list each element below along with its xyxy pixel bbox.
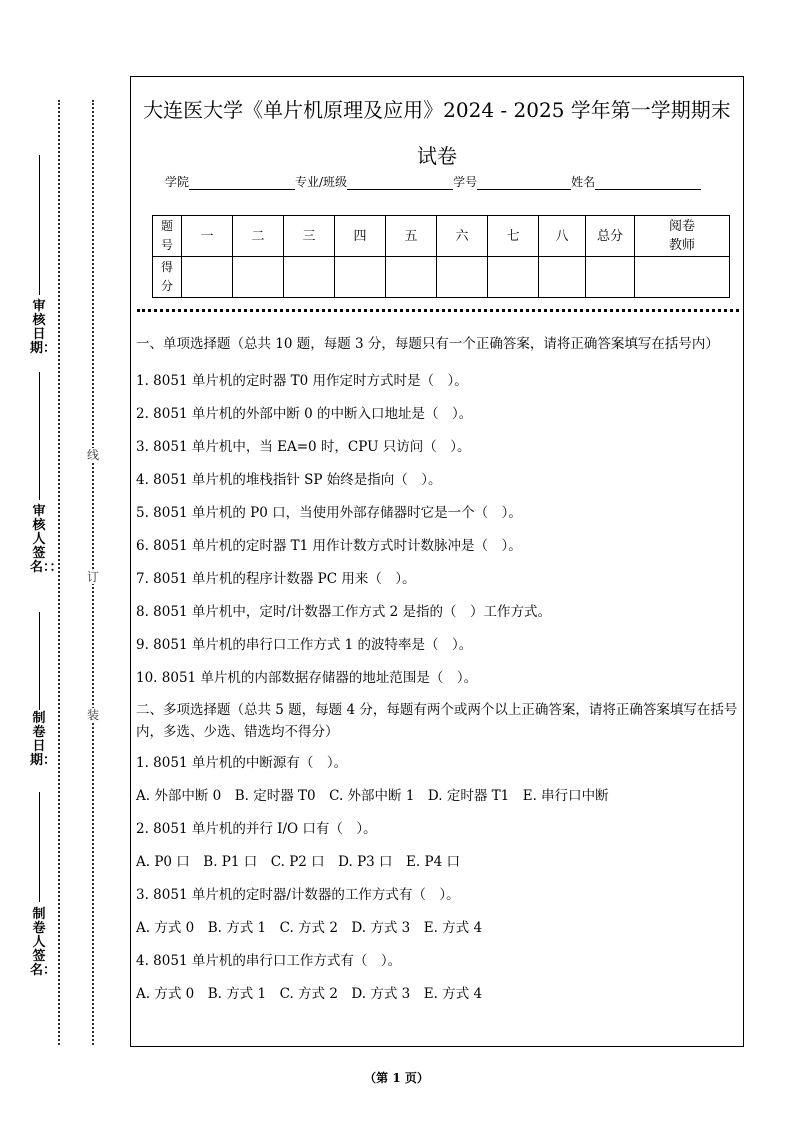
question-item: 4. 8051 单片机的堆栈指针 SP 始终是指向（ ）。: [136, 472, 442, 488]
score-col-6: 六: [437, 216, 488, 257]
score-cell[interactable]: [284, 257, 335, 298]
score-table: [152, 215, 730, 298]
question-item: 9. 8051 单片机的串行口工作方式 1 的波特率是（ ）。: [136, 637, 473, 653]
question-item: 5. 8051 单片机的 P0 口，当使用外部存储器时它是一个（ ）。: [136, 505, 522, 521]
question-item: 3. 8051 单片机的定时器/计数器的工作方式有（ ）。: [136, 887, 460, 903]
question-item: 1. 8051 单片机的定时器 T0 用作定时方式时是（ ）。: [136, 373, 468, 389]
question-item: 8. 8051 单片机中，定时/计数器工作方式 2 是指的（ ）工作方式。: [136, 604, 552, 620]
score-col-5: 五: [386, 216, 437, 257]
exam-frame: [130, 76, 744, 1047]
student-info-row: [165, 173, 701, 190]
score-cell[interactable]: [233, 257, 284, 298]
page-number: （第 1 页）: [364, 1071, 429, 1085]
answer-options: A. P0 口 B. P1 口 C. P2 口 D. P3 口 E. P4 口: [136, 854, 460, 870]
answer-options: A. 方式 0 B. 方式 1 C. 方式 2 D. 方式 3 E. 方式 4: [136, 920, 483, 936]
field-label-student-id: 学号: [453, 175, 478, 189]
score-cell[interactable]: [386, 257, 437, 298]
question-item: 2. 8051 单片机的外部中断 0 的中断入口地址是（ ）。: [136, 406, 473, 422]
label-compiler-signature: 制卷人签名：: [30, 907, 57, 978]
question-item: 6. 8051 单片机的定时器 T1 用作计数方式时计数脉冲是（ ）。: [136, 538, 522, 554]
score-col-7: 七: [488, 216, 539, 257]
field-label-name: 姓名: [571, 175, 596, 189]
college-blank[interactable]: [189, 176, 295, 190]
section1-heading: 一、单项选择题（总共 10 题，每题 3 分，每题只有一个正确答案，请将正确答案填写在括号内）: [136, 336, 719, 352]
question-item: 2. 8051 单片机的并行 I/O 口有（ ）。: [136, 821, 377, 837]
exam-content: [136, 333, 740, 1011]
binding-char-line: 线: [86, 448, 99, 462]
binding-char-staple: 订: [86, 570, 99, 584]
score-col-3: 三: [284, 216, 335, 257]
score-table-header-row: [153, 216, 730, 257]
name-blank[interactable]: [595, 176, 701, 190]
score-col-8: 八: [539, 216, 586, 257]
question-item: 10. 8051 单片机的内部数据存储器的地址范围是（ ）。: [136, 670, 478, 686]
signature-line-review-date: [39, 155, 40, 295]
signature-line-reviewer: [39, 372, 40, 500]
score-row1-label: 题号: [153, 216, 182, 257]
major-class-blank[interactable]: [347, 176, 453, 190]
dotted-separator: [137, 309, 739, 312]
score-table-score-row: [153, 257, 730, 298]
score-col-4: 四: [335, 216, 386, 257]
question-item: 3. 8051 单片机中，当 EA=0 时，CPU 只访问（ ）。: [136, 439, 471, 455]
label-compile-date: 制卷日期：: [30, 711, 57, 768]
answer-options: A. 外部中断 0 B. 定时器 T0 C. 外部中断 1 D. 定时器 T1 E. 串行口中断: [136, 788, 609, 804]
score-col-1: 一: [182, 216, 233, 257]
score-cell-grader[interactable]: [635, 257, 730, 298]
question-item: 1. 8051 单片机的中断源有（ ）。: [136, 755, 348, 771]
score-cell[interactable]: [488, 257, 539, 298]
question-item: 7. 8051 单片机的程序计数器 PC 用来（ ）。: [136, 571, 416, 587]
section2-heading: 二、多项选择题（总共 5 题，每题 4 分，每题有两个或两个以上正确答案，请将正确答案填写在括号内，多选、少选、错选均不得分）: [136, 702, 738, 740]
title-line-1: 大连医大学《单片机原理及应用》2024 - 2025 学年第一学期期末: [143, 98, 731, 122]
score-cell-total[interactable]: [586, 257, 635, 298]
binding-char-bind: 装: [86, 708, 99, 722]
score-cell[interactable]: [437, 257, 488, 298]
label-reviewer-signature: 审核人签名：：: [30, 504, 63, 575]
exam-title: [131, 87, 743, 179]
score-cell[interactable]: [539, 257, 586, 298]
field-label-college: 学院: [165, 175, 190, 189]
signature-line-compiler: [39, 792, 40, 902]
score-cell[interactable]: [335, 257, 386, 298]
score-row2-label: 得分: [153, 257, 182, 298]
student-id-blank[interactable]: [477, 176, 571, 190]
answer-options: A. 方式 0 B. 方式 1 C. 方式 2 D. 方式 3 E. 方式 4: [136, 986, 483, 1002]
question-item: 4. 8051 单片机的串行口工作方式有（ ）。: [136, 953, 402, 969]
label-review-date: 审核日期：: [30, 299, 57, 356]
field-label-major-class: 专业/班级: [295, 175, 348, 189]
score-col-grader: 阅卷教师: [635, 216, 730, 257]
score-cell[interactable]: [182, 257, 233, 298]
signature-line-compile-date: [39, 612, 40, 710]
score-col-2: 二: [233, 216, 284, 257]
score-col-total: 总分: [586, 216, 635, 257]
title-line-2: 试卷: [417, 144, 457, 168]
